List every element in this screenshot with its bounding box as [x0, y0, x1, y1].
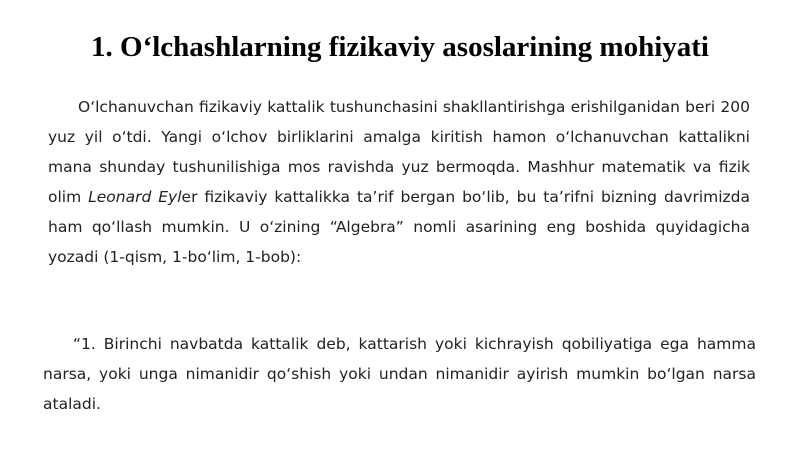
- author-name: Leonard Eyl: [88, 188, 182, 206]
- quote-paragraph: “1. Birinchi navbatda kattalik deb, kattarish yoki kichrayish qobiliyatiga ega hamma narsa, yoki unga nimanidir qo‘shish yoki undan nimanidir ayirish mumkin bo‘lgan narsa ataladi.: [43, 335, 756, 413]
- intro-paragraph: [48, 92, 750, 272]
- slide-title: 1. O‘lchashlarning fizikaviy asoslarining mohiyati: [91, 31, 709, 63]
- intro-text-end: er fizikaviy kattalikka ta’rif bergan bo‘lib, bu ta’rifni bizning davrimizda ham qo‘llash mumkin. U o‘zining “Algebra” nomli asarining eng boshida quyidagicha yozadi (1-qism, 1-bo‘lim, 1-bob):: [48, 188, 751, 266]
- intro-text-start: O‘lchanuvchan fizikaviy kattalik tushunchasini shakllantirishga erishilganidan beri 200 yuz yil o‘tdi. Yangi o‘lchov birliklarini amalga kiritish hamon o‘lchanuvchan kattalikni mana shunday tushunilishiga mos ravishda yuz bermoqda. Mashhur matematik va fizik olim: [48, 98, 750, 206]
